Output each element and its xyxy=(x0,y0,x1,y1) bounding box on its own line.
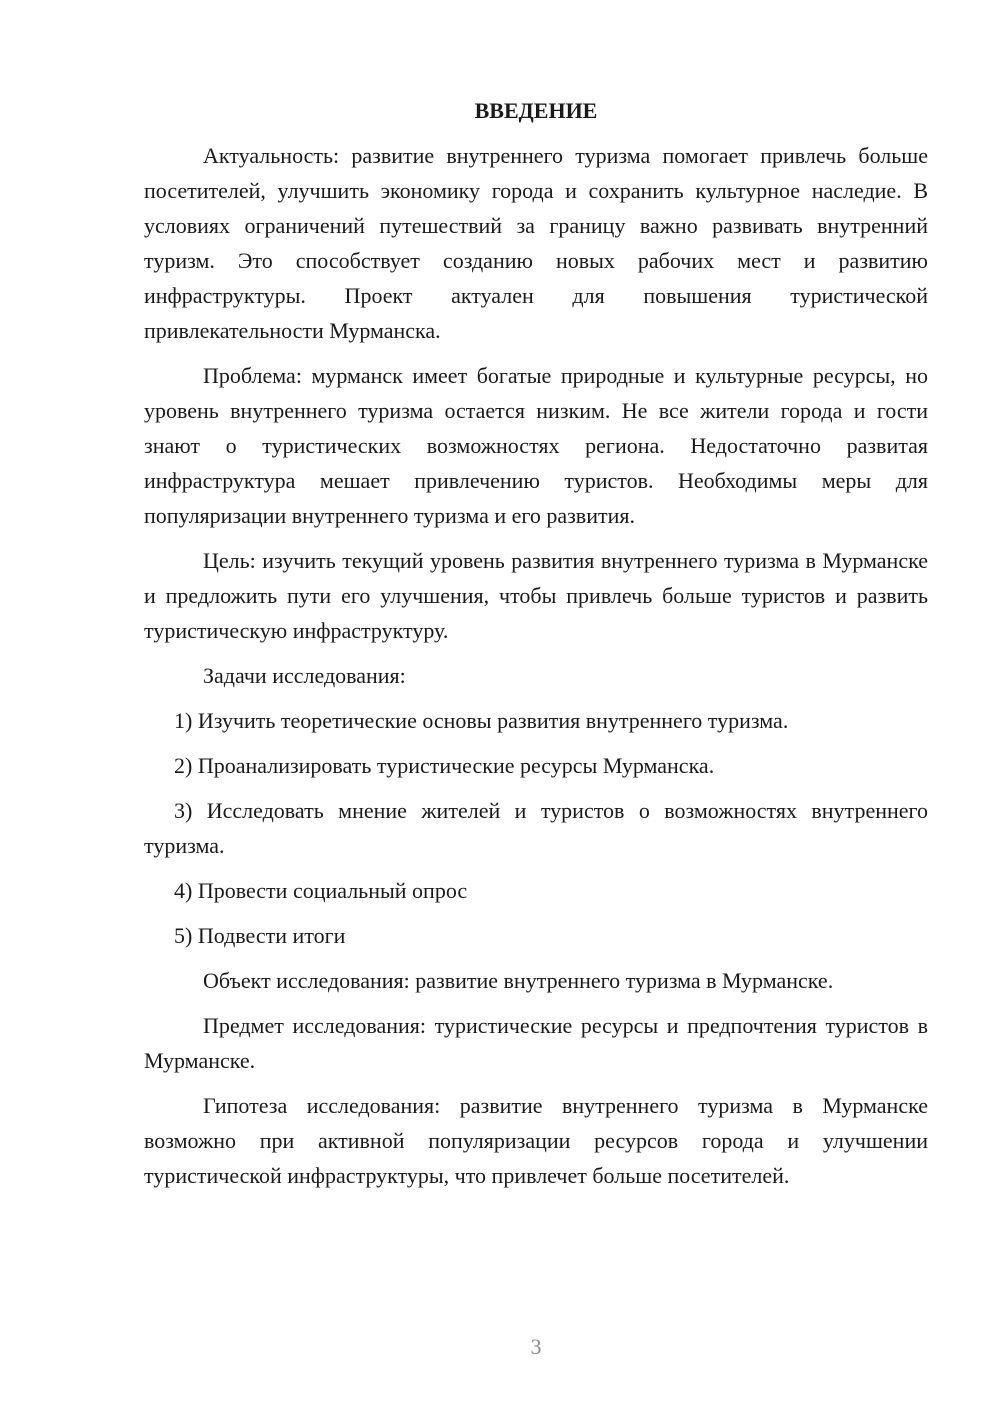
document-body xyxy=(144,96,928,1203)
paragraph-relevance: Актуальность: развитие внутреннего туризма помогает привлечь больше посетителей, улучшить экономику города и сохранить культурное наследие. В условиях ограничений путешествий за границу важно развивать внутренний туризм. Это способствует созданию новых рабочих мест и развитию инфраструктуры. Проект актуален для повышения туристической привлекательности Мурманска. xyxy=(144,143,928,343)
page-number: 3 xyxy=(530,1334,542,1359)
paragraph-subject: Предмет исследования: туристические ресурсы и предпочтения туристов в Мурманске. xyxy=(144,1013,928,1073)
paragraph-goal: Цель: изучить текущий уровень развития внутреннего туризма в Мурманске и предложить пути его улучшения, чтобы привлечь больше туристов и развить туристическую инфраструктуру. xyxy=(144,548,928,643)
list-item: 2) Проанализировать туристические ресурсы Мурманска. xyxy=(174,753,715,778)
list-item: 5) Подвести итоги xyxy=(174,923,346,948)
paragraph-object: Объект исследования: развитие внутреннего туризма в Мурманске. xyxy=(203,968,834,993)
list-item: 1) Изучить теоретические основы развития внутреннего туризма. xyxy=(174,708,789,733)
paragraph-problem: Проблема: мурманск имеет богатые природные и культурные ресурсы, но уровень внутреннего туризма остается низким. Не все жители города и гости знают о туристических возможностях региона. Недостаточно развитая инфраструктура мешает привлечению туристов. Необходимы меры для популяризации внутреннего туризма и его развития. xyxy=(144,363,928,528)
list-item: 3) Исследовать мнение жителей и туристов о возможностях внутреннего туризма. xyxy=(144,798,928,858)
list-item: 4) Провести социальный опрос xyxy=(174,878,468,903)
section-title: ВВЕДЕНИЕ xyxy=(474,98,598,123)
paragraph-tasks-heading: Задачи исследования: xyxy=(203,663,406,688)
paragraph-hypothesis: Гипотеза исследования: развитие внутреннего туризма в Мурманске возможно при активной популяризации ресурсов города и улучшении туристической инфраструктуры, что привлечет больше посетителей. xyxy=(144,1093,928,1188)
tasks-list xyxy=(144,703,928,953)
